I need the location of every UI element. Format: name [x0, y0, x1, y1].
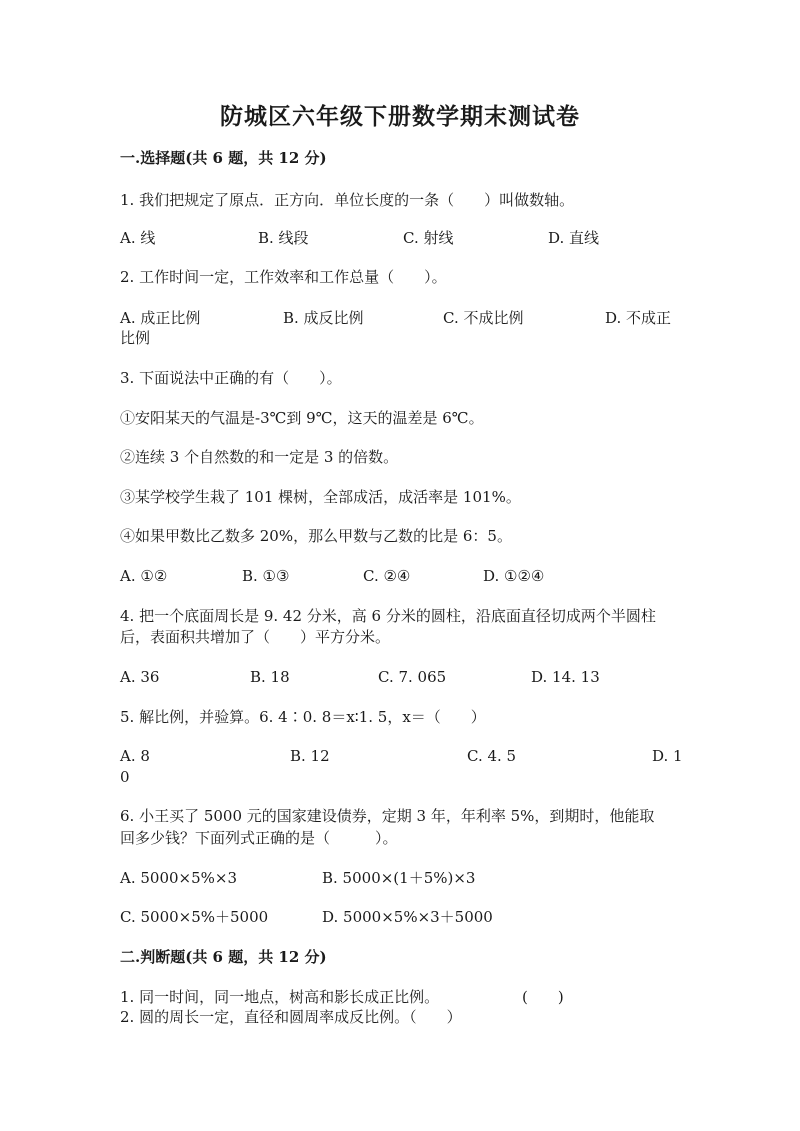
- question-6-stem-line-1: 6. 小王买了 5000 元的国家建设债券，定期 3 年，年利率 5%，到期时，他能取: [120, 807, 655, 825]
- question-5-option-b: B. 12: [290, 747, 330, 765]
- question-1-option-b: B. 线段: [258, 229, 309, 247]
- question-2-option-a: A. 成正比例: [120, 309, 201, 327]
- question-3-option-d: D. ①②④: [483, 567, 545, 585]
- page-title: 防城区六年级下册数学期末测试卷: [220, 103, 580, 130]
- question-4-option-d: D. 14. 13: [531, 668, 600, 686]
- question-4-stem-line-2: 后，表面积共增加了（ ）平方分米。: [120, 628, 391, 646]
- question-3-option-a: A. ①②: [120, 567, 168, 585]
- question-1-option-d: D. 直线: [548, 229, 600, 247]
- question-4-stem-line-1: 4. 把一个底面周长是 9. 42 分米，高 6 分米的圆柱，沿底面直径切成两个半圆柱: [120, 607, 656, 625]
- question-3-statement-3: ③某学校学生栽了 101 棵树，全部成活，成活率是 101%。: [120, 488, 521, 506]
- question-3-statement-2: ②连续 3 个自然数的和一定是 3 的倍数。: [120, 448, 399, 466]
- question-5-option-a: A. 8: [120, 747, 150, 765]
- question-4-option-a: A. 36: [120, 668, 160, 686]
- question-6-stem-line-2: 回多少钱？下面列式正确的是（ ）。: [120, 829, 398, 847]
- question-3-statement-1: ①安阳某天的气温是-3℃到 9℃，这天的温差是 6℃。: [120, 409, 484, 427]
- section-heading-judgment: 二.判断题(共 6 题，共 12 分): [120, 948, 327, 966]
- question-3-option-c: C. ②④: [363, 567, 411, 585]
- question-2-option-d-wrap: 比例: [120, 329, 151, 347]
- judgment-1-answer-paren: ( ): [522, 988, 564, 1006]
- question-2-stem: 2. 工作时间一定，工作效率和工作总量（ ）。: [120, 268, 447, 286]
- question-5-option-d-wrap: 0: [120, 768, 130, 786]
- question-1-stem: 1. 我们把规定了原点．正方向．单位长度的一条（ ）叫做数轴。: [120, 191, 575, 209]
- judgment-1-text: 1. 同一时间，同一地点，树高和影长成正比例。: [120, 988, 440, 1006]
- question-2-option-b: B. 成反比例: [283, 309, 364, 327]
- question-3-stem: 3. 下面说法中正确的有（ ）。: [120, 369, 342, 387]
- question-6-option-c: C. 5000×5%＋5000: [120, 908, 269, 926]
- question-4-option-c: C. 7. 065: [378, 668, 447, 686]
- question-5-option-d: D. 1: [652, 747, 683, 765]
- question-2-option-c: C. 不成比例: [443, 309, 524, 327]
- question-5-stem: 5. 解比例，并验算。6. 4∶0. 8＝x∶1. 5，x＝（ ）: [120, 708, 486, 726]
- question-2-option-d: D. 不成正: [605, 309, 672, 327]
- question-3-option-b: B. ①③: [242, 567, 290, 585]
- question-6-option-a: A. 5000×5%×3: [120, 869, 238, 887]
- question-5-option-c: C. 4. 5: [467, 747, 517, 765]
- question-4-option-b: B. 18: [250, 668, 290, 686]
- question-1-option-a: A. 线: [120, 229, 156, 247]
- judgment-2-text: 2. 圆的周长一定，直径和圆周率成反比例。（ ）: [120, 1008, 462, 1026]
- question-3-statement-4: ④如果甲数比乙数多 20%，那么甲数与乙数的比是 6：5。: [120, 527, 512, 545]
- question-1-option-c: C. 射线: [403, 229, 454, 247]
- section-heading-choice: 一.选择题(共 6 题，共 12 分): [120, 149, 327, 167]
- question-6-option-b: B. 5000×(1＋5%)×3: [322, 869, 476, 887]
- question-6-option-d: D. 5000×5%×3＋5000: [322, 908, 493, 926]
